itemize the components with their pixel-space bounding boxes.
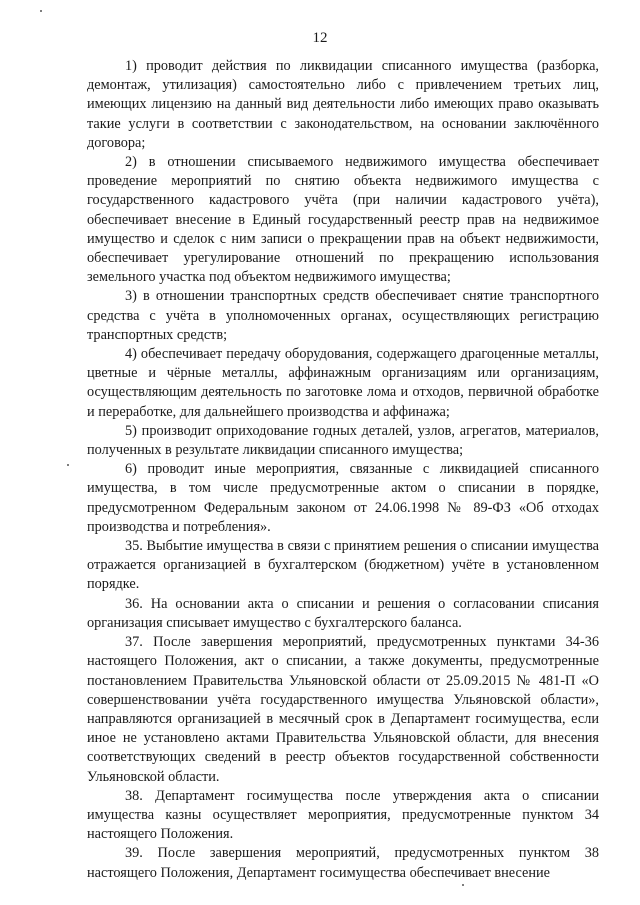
page-number: 12 xyxy=(312,30,328,46)
scan-speck xyxy=(40,10,42,12)
paragraph-item-3: 3) в отношении транспортных средств обеспечивает снятие транспортного средства с учёта в уполномоченных органах, осуществляющих регистрацию транспортных средств; xyxy=(87,288,599,343)
paragraph-item-1: 1) проводит действия по ликвидации списанного имущества (разборка, демонтаж, утилизация) самостоятельно либо с привлечением третьих лиц, имеющих лицензию на данный вид деятельности либо имеющих право оказывать такие услуги в соответствии с законодательством, на основании заключённого договора; xyxy=(87,58,599,151)
document-body xyxy=(87,57,599,883)
scan-speck xyxy=(67,464,69,466)
paragraph-39: 39. После завершения мероприятий, предусмотренных пунктом 38 настоящего Положения, Департамент госимущества обеспечивает внесение xyxy=(87,845,599,881)
paragraph-35: 35. Выбытие имущества в связи с принятием решения о списании имущества отражается организацией в бухгалтерском (бюджетном) учёте в установленном порядке. xyxy=(87,538,599,593)
paragraph-item-6: 6) проводит иные мероприятия, связанные с ликвидацией списанного имущества, в том числе предусмотренные актом о списании в порядке, предусмотренном Федеральным законом от 24.06.1998 № 89-ФЗ «Об отходах производства и потребления». xyxy=(87,461,599,535)
paragraph-36: 36. На основании акта о списании и решения о согласовании списания организация списывает имущество с бухгалтерского баланса. xyxy=(87,595,599,631)
paragraph-38: 38. Департамент госимущества после утверждения акта о списании имущества казны осуществляет мероприятия, предусмотренные пунктом 34 настоящего Положения. xyxy=(87,787,599,843)
paragraph-item-5: 5) производит оприходование годных деталей, узлов, агрегатов, материалов, полученных в результате ликвидации списанного имущества; xyxy=(87,422,599,459)
scan-speck xyxy=(462,884,464,886)
paragraph-item-2: 2) в отношении списываемого недвижимого имущества обеспечивает проведение мероприятий по снятию объекта недвижимого имущества с государственного кадастрового учёта (при наличии кадастрового учёта), обеспечивает внесение в Единый государственный реестр прав на недвижимое имущество и сделок с ним записи о прекращении прав на объект недвижимости, обеспечивает урегулирование отношений по прекращению использования земельного участка под объектом недвижимого имущества; xyxy=(87,154,599,286)
paragraph-item-4: 4) обеспечивает передачу оборудования, содержащего драгоценные металлы, цветные и чёрные металлы, аффинажным организациям или организациям, осуществляющим деятельность по заготовке лома и отходов, первичной обработке и переработке, для дальнейшего производства и аффинажа; xyxy=(87,346,599,420)
paragraph-37: 37. После завершения мероприятий, предусмотренных пунктами 34-36 настоящего Положения, акт о списании, а также документы, предусмотренные постановлением Правительства Ульяновской области от 25.09.2015 № 481-П «О совершенствовании учёта государственного имущества Ульяновской области», направляются организацией в месячный срок в Департамент госимущества, если иное не установлено актами Правительства Ульяновской области, для внесения соответствующих сведений в реестр объектов государственной собственности Ульяновской области. xyxy=(87,634,599,785)
